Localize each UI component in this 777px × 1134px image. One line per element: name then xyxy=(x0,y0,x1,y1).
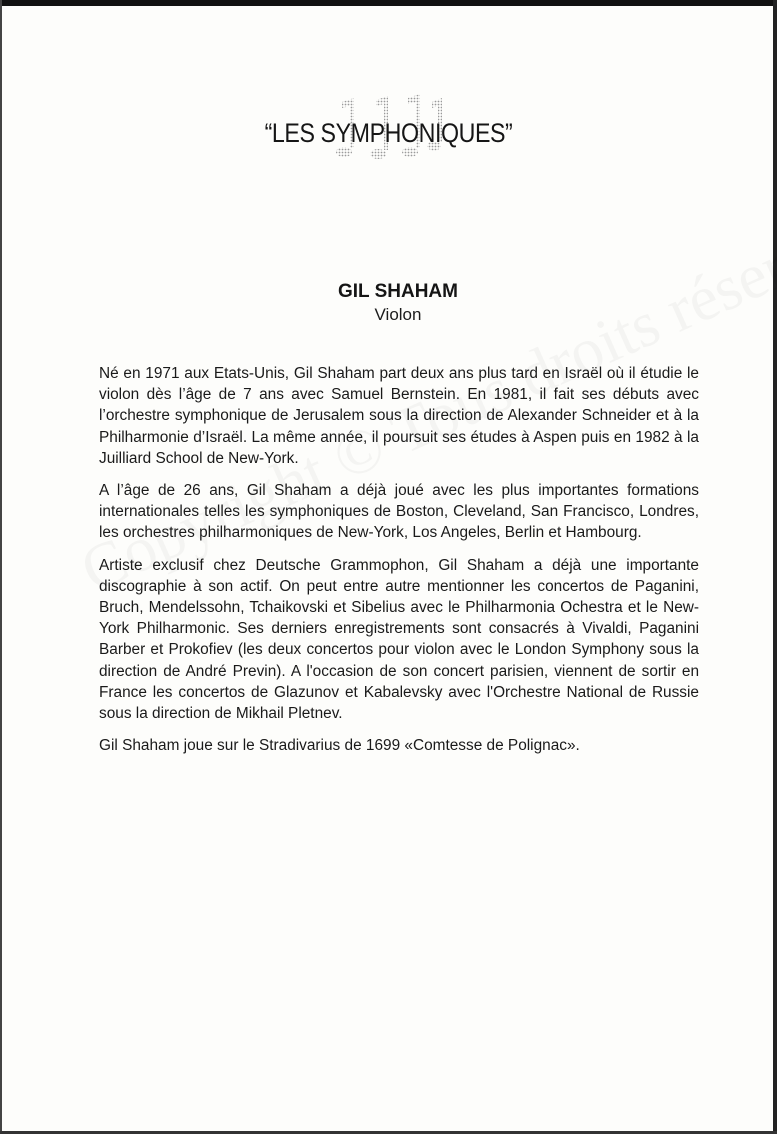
artist-name: GIL SHAHAM xyxy=(338,281,458,302)
series-title: “LES SYMPHONIQUES” xyxy=(264,118,513,148)
biography-paragraph: Artiste exclusif chez Deutsche Grammophon, Gil Shaham a déjà une importante discographie à son actif. On peut entre autre mentionner les concertos de Paganini, Bruch, Mendelssohn, Tchaikovski et Sibelius avec le Philharmonia Ochestra et le New-York Philharmonic. Ses derniers enregistrements sont consacrés à Vivaldi, Paganini Barber et Prokofiev (les deux concertos pour violon avec le London Symphony sous la direction de André Previn). A l'occasion de son concert parisien, viennent de sortir en France les concertos de Glazunov et Kabalevsky avec l'Orchestre National de Russie sous la direction de Mikhail Pletnev. xyxy=(99,556,699,723)
scan-border-top xyxy=(0,0,777,6)
biography xyxy=(99,363,699,767)
biography-paragraph: A l’âge de 26 ans, Gil Shaham a déjà joué avec les plus importantes formations internationales telles les symphoniques de Boston, Cleveland, San Francisco, Londres, les orchestres philharmoniques de New-York, Los Angeles, Berlin et Hambourg. xyxy=(99,482,699,542)
series-logo xyxy=(0,88,777,178)
artist-instrument: Violon xyxy=(374,305,422,324)
biography-paragraph: Gil Shaham joue sur le Stradivarius de 1699 «Comtesse de Polignac». xyxy=(99,737,580,755)
biography-paragraph: Né en 1971 aux Etats-Unis, Gil Shaham part deux ans plus tard en Israël où il étudie le violon dès l’âge de 7 ans avec Samuel Bernstein. En 1981, il fait ses débuts avec l’orchestre symphonique de Jerusalem sous la direction de Alexander Schneider et à la Philharmonie d’Israël. La même année, il poursuit ses études à Aspen puis en 1982 à la Juilliard School de New-York. xyxy=(99,365,699,467)
